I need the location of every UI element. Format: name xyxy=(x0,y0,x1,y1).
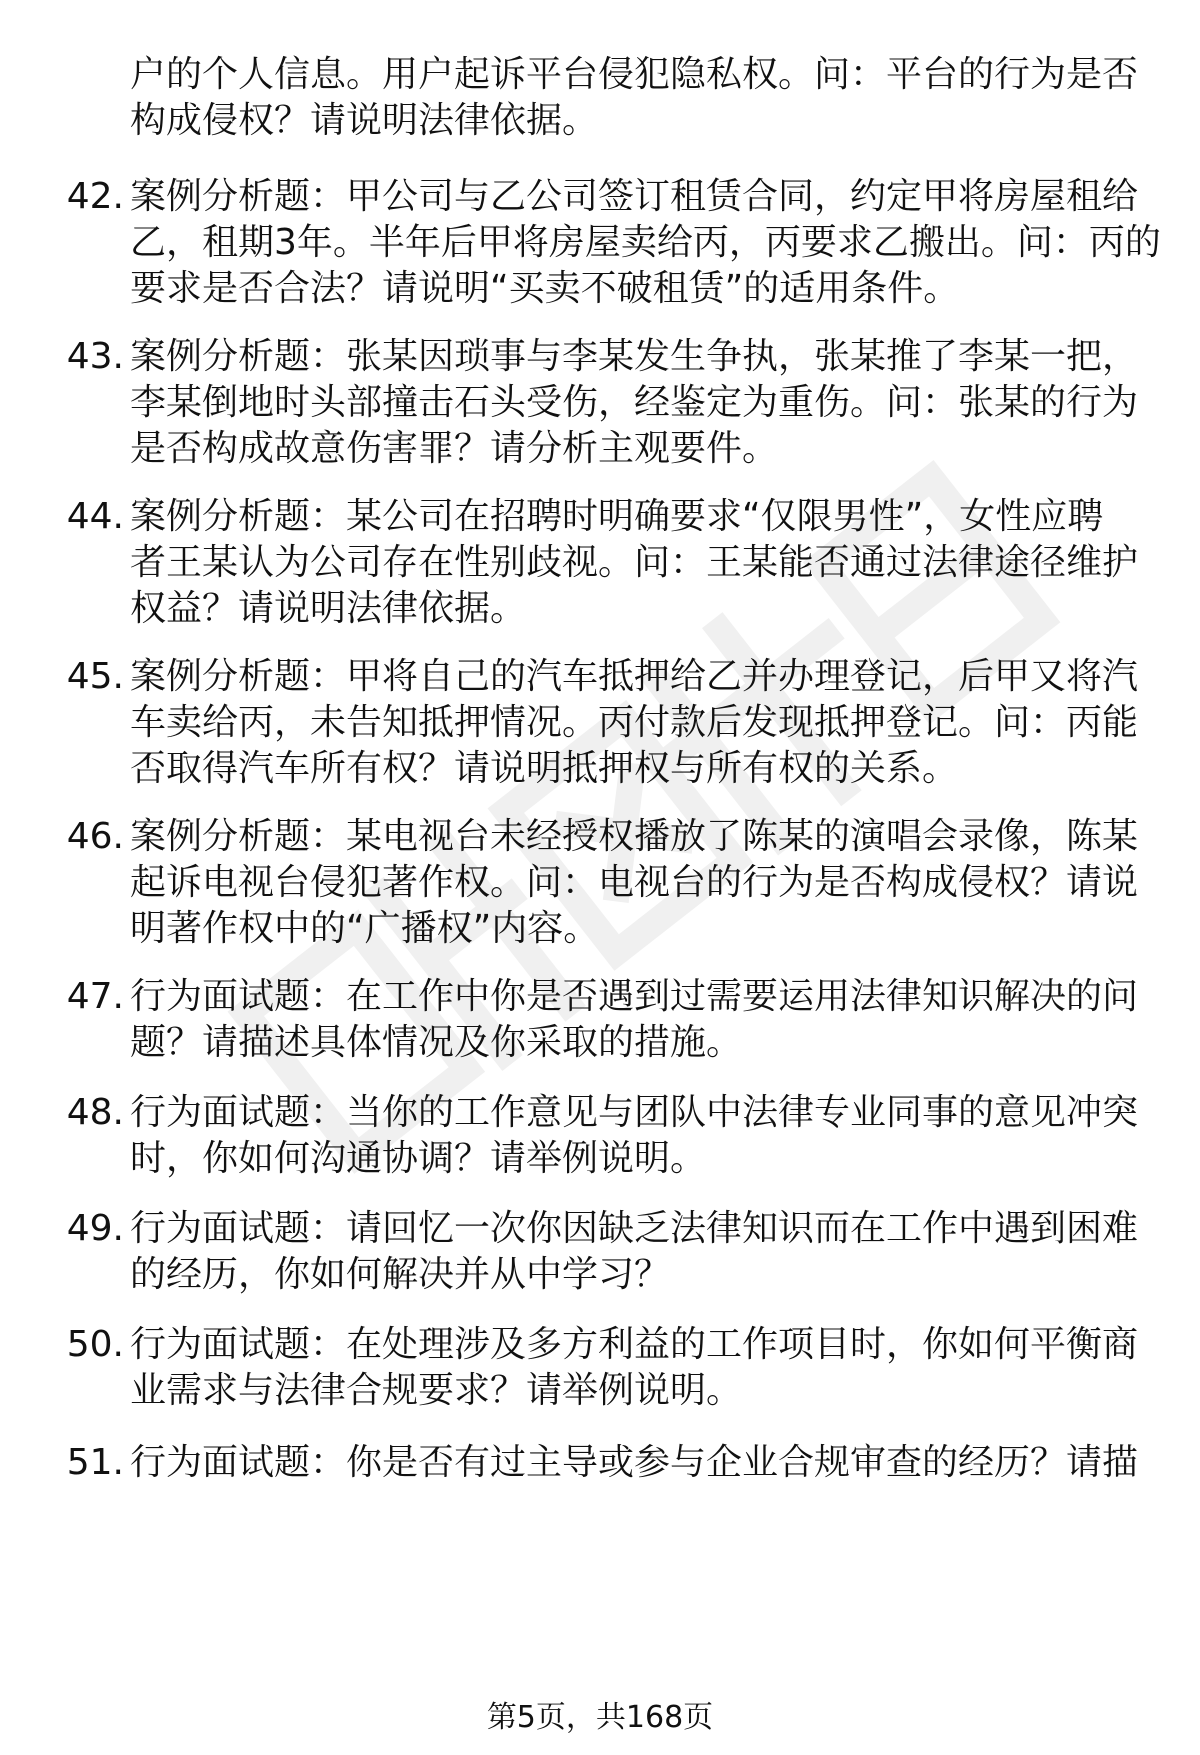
question-text-line: 案例分析题：甲将自己的汽车抵押给乙并办理登记，后甲又将汽 xyxy=(130,656,1139,697)
question-item xyxy=(66,334,1150,472)
question-text-line: 行为面试题：在工作中你是否遇到过需要运用法律知识解决的问 xyxy=(130,976,1139,1017)
question-number: 42. xyxy=(66,176,124,217)
question-item xyxy=(66,1090,1150,1182)
question-text-line: 明著作权中的“广播权”内容。 xyxy=(130,908,600,949)
question-item xyxy=(66,1440,1150,1486)
question-text-line: 行为面试题：请回忆一次你因缺乏法律知识而在工作中遇到困难 xyxy=(130,1208,1139,1249)
question-text-line: 是否构成故意伤害罪？请分析主观要件。 xyxy=(130,428,779,469)
page-footer: 第5页，共168页 xyxy=(486,1700,714,1735)
question-text-line: 权益？请说明法律依据。 xyxy=(130,588,527,629)
question-text-line: 案例分析题：张某因琐事与李某发生争执，张某推了李某一把， xyxy=(130,336,1139,377)
question-item xyxy=(66,1206,1150,1298)
question-text-line: 行为面试题：在处理涉及多方利益的工作项目时，你如何平衡商 xyxy=(130,1324,1139,1365)
question-number: 48. xyxy=(66,1092,124,1133)
question-number: 51. xyxy=(66,1442,124,1483)
question-number: 50. xyxy=(66,1324,124,1365)
question-text-line: 业需求与法律合规要求？请举例说明。 xyxy=(130,1370,743,1411)
question-text-line: 行为面试题：你是否有过主导或参与企业合规审查的经历？请描 xyxy=(130,1442,1139,1483)
question-text-line: 乙，租期3年。半年后甲将房屋卖给丙，丙要求乙搬出。问：丙的 xyxy=(130,222,1161,263)
question-text-line: 案例分析题：甲公司与乙公司签订租赁合同，约定甲将房屋租给 xyxy=(130,176,1139,217)
question-text-line: 否取得汽车所有权？请说明抵押权与所有权的关系。 xyxy=(130,748,959,789)
question-text-line: 行为面试题：当你的工作意见与团队中法律专业同事的意见冲突 xyxy=(130,1092,1139,1133)
question-item xyxy=(66,494,1150,632)
question-item xyxy=(66,814,1150,952)
question-number: 44. xyxy=(66,496,124,537)
question-text-line: 案例分析题：某电视台未经授权播放了陈某的演唱会录像，陈某 xyxy=(130,816,1139,857)
question-text-line: 者王某认为公司存在性别歧视。问：王某能否通过法律途径维护 xyxy=(130,542,1139,583)
question-text-line: 起诉电视台侵犯著作权。问：电视台的行为是否构成侵权？请说 xyxy=(130,862,1139,903)
question-number: 49. xyxy=(66,1208,124,1249)
question-text-line: 构成侵权？请说明法律依据。 xyxy=(130,100,599,141)
question-text-line: 题？请描述具体情况及你采取的措施。 xyxy=(130,1022,743,1063)
question-item xyxy=(130,52,1150,144)
question-text-line: 案例分析题：某公司在招聘时明确要求“仅限男性”，女性应聘 xyxy=(130,496,1104,537)
question-text-line: 时，你如何沟通协调？请举例说明。 xyxy=(130,1138,707,1179)
question-number: 43. xyxy=(66,336,124,377)
question-number: 46. xyxy=(66,816,124,857)
question-text-line: 李某倒地时头部撞击石头受伤，经鉴定为重伤。问：张某的行为 xyxy=(130,382,1139,423)
question-item xyxy=(66,974,1150,1066)
question-number: 47. xyxy=(66,976,124,1017)
question-item xyxy=(66,654,1150,792)
question-text-line: 户的个人信息。用户起诉平台侵犯隐私权。问：平台的行为是否 xyxy=(130,54,1139,95)
question-number: 45. xyxy=(66,656,124,697)
question-text-line: 的经历，你如何解决并从中学习？ xyxy=(130,1254,671,1295)
question-text-line: 要求是否合法？请说明“买卖不破租赁”的适用条件。 xyxy=(130,268,960,309)
question-item xyxy=(66,1322,1150,1414)
question-text-line: 车卖给丙，未告知抵押情况。丙付款后发现抵押登记。问：丙能 xyxy=(130,702,1139,743)
question-item xyxy=(66,174,1161,312)
